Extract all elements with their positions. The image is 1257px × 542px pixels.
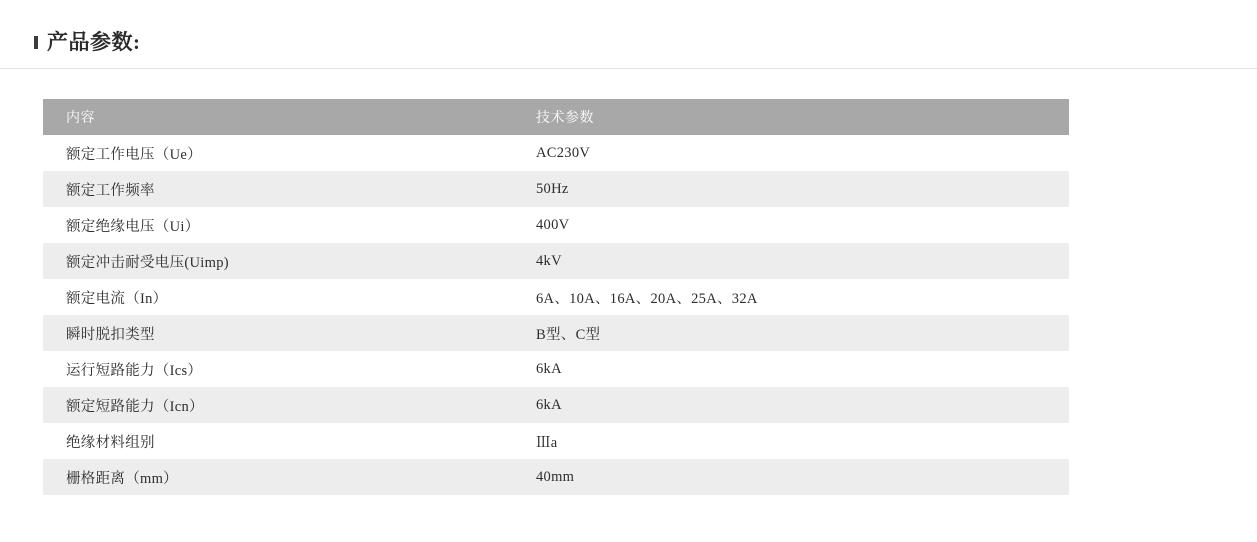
page-title: 产品参数: (47, 30, 141, 54)
row-value: 6kA (536, 396, 562, 413)
table-row (43, 171, 1069, 207)
row-name: 瞬时脱扣类型 (66, 326, 155, 343)
row-value: 6kA (536, 360, 562, 377)
table-row (43, 351, 1069, 387)
table-row (43, 279, 1069, 315)
row-value: 50Hz (536, 180, 569, 197)
table-row (43, 459, 1069, 495)
row-value: B型、C型 (536, 326, 601, 343)
row-name: 额定短路能力（Icn） (66, 398, 204, 415)
heading-marker-icon (34, 36, 38, 49)
row-name: 绝缘材料组别 (66, 434, 155, 451)
spec-table-header (43, 99, 1069, 135)
column-header-name: 内容 (43, 99, 513, 135)
heading-divider (0, 68, 1257, 69)
table-header-row (43, 99, 1069, 135)
row-name: 运行短路能力（Ics） (66, 362, 203, 379)
row-name: 额定绝缘电压（Ui） (66, 218, 200, 235)
spec-table-container (43, 99, 1069, 495)
row-value: 4kV (536, 252, 562, 269)
row-name: 额定冲击耐受电压(Uimp) (66, 254, 229, 271)
row-value: 40mm (536, 468, 575, 485)
table-row (43, 207, 1069, 243)
row-name: 额定工作频率 (66, 182, 155, 199)
spec-table (43, 99, 1069, 495)
column-header-value: 技术参数 (513, 99, 1069, 135)
spec-table-body (43, 135, 1069, 495)
row-value: 6A、10A、16A、20A、25A、32A (536, 290, 758, 307)
row-name: 额定工作电压（Ue） (66, 146, 202, 163)
row-name: 栅格距离（mm） (66, 470, 178, 487)
table-row (43, 135, 1069, 171)
table-row (43, 387, 1069, 423)
row-name: 额定电流（In） (66, 290, 168, 307)
table-row (43, 315, 1069, 351)
row-value: Ⅲa (536, 434, 558, 451)
table-row (43, 243, 1069, 279)
row-value: AC230V (536, 144, 591, 161)
section-heading (34, 32, 141, 53)
row-value: 400V (536, 216, 570, 233)
table-row (43, 423, 1069, 459)
